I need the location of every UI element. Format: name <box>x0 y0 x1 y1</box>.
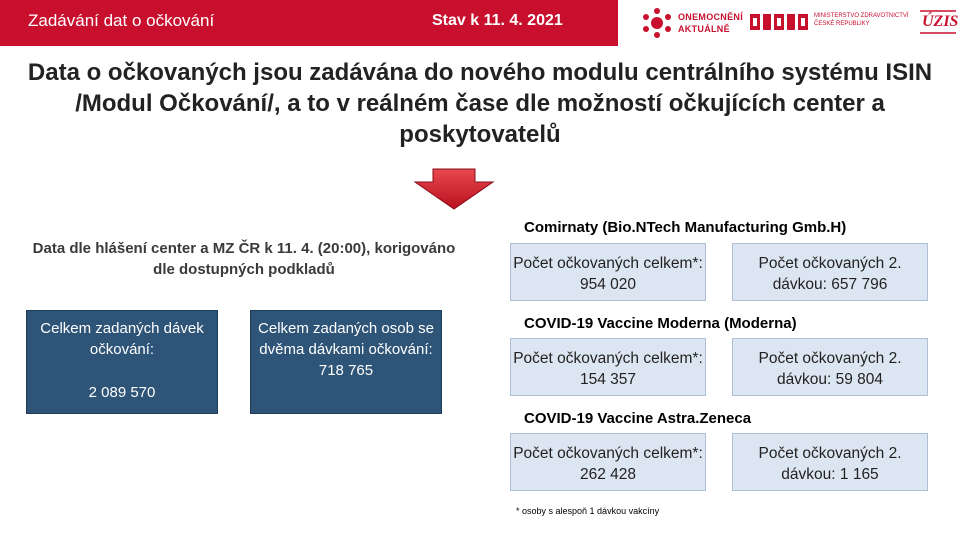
onemocneni-line2: AKTUÁLNĚ <box>678 24 730 34</box>
data-source-note: Data dle hlášení center a MZ ČR k 11. 4. (20:00), korigováno dle dostupných podkladů <box>32 240 456 278</box>
total-doses-value: 2 089 570 <box>88 384 156 401</box>
astrazeneca-second-dose-box: Počet očkovaných 2. dávkou: 1 165 <box>732 433 928 491</box>
slide-title: Zadávání dat o očkování <box>28 11 215 30</box>
two-doses-label: Celkem zadaných osob se dvěma dávkami očkování: <box>258 320 434 358</box>
ministry-text: MINISTERSTVO ZDRAVOTNICTVÍ ČESKÉ REPUBLIKY <box>814 13 909 27</box>
logo-strip <box>618 0 960 46</box>
ministry-emblem-icon <box>750 11 808 33</box>
moderna-total-box: Počet očkovaných celkem*: 154 357 <box>510 338 706 396</box>
two-doses-box <box>250 310 442 414</box>
onemocneni-line1: ONEMOCNĚNÍ <box>678 12 744 22</box>
comirnaty-total-box: Počet očkovaných celkem*: 954 020 <box>510 243 706 301</box>
uzis-text: ÚZIS <box>922 13 959 30</box>
total-doses-label: Celkem zadaných dávek očkování: <box>40 320 204 358</box>
status-date: Stav k 11. 4. 2021 <box>432 12 563 29</box>
vaccine-title-comirnaty: Comirnaty (Bio.NTech Manufacturing Gmb.H) <box>524 219 847 236</box>
comirnaty-second-dose-box: Počet očkovaných 2. dávkou: 657 796 <box>732 243 928 301</box>
total-doses-box <box>26 310 218 414</box>
down-arrow-icon <box>413 168 495 210</box>
top-bar <box>0 0 960 46</box>
virus-dots-icon <box>640 7 674 39</box>
astrazeneca-total-box: Počet očkovaných celkem*: 262 428 <box>510 433 706 491</box>
main-heading: Data o očkovaných jsou zadávána do nového modulu centrálního systému ISIN /Modul Očkování/, a to v reálném čase dle možností očkujících center a poskytovatelů <box>27 59 933 148</box>
uzis-logo <box>918 7 958 37</box>
vaccine-title-astrazeneca: COVID-19 Vaccine Astra.Zeneca <box>524 410 752 427</box>
vaccine-title-moderna: COVID-19 Vaccine Moderna (Moderna) <box>524 315 797 332</box>
footnote: * osoby s alespoň 1 dávkou vakcíny <box>516 506 660 516</box>
two-doses-value: 718 765 <box>318 362 374 379</box>
moderna-second-dose-box: Počet očkovaných 2. dávkou: 59 804 <box>732 338 928 396</box>
